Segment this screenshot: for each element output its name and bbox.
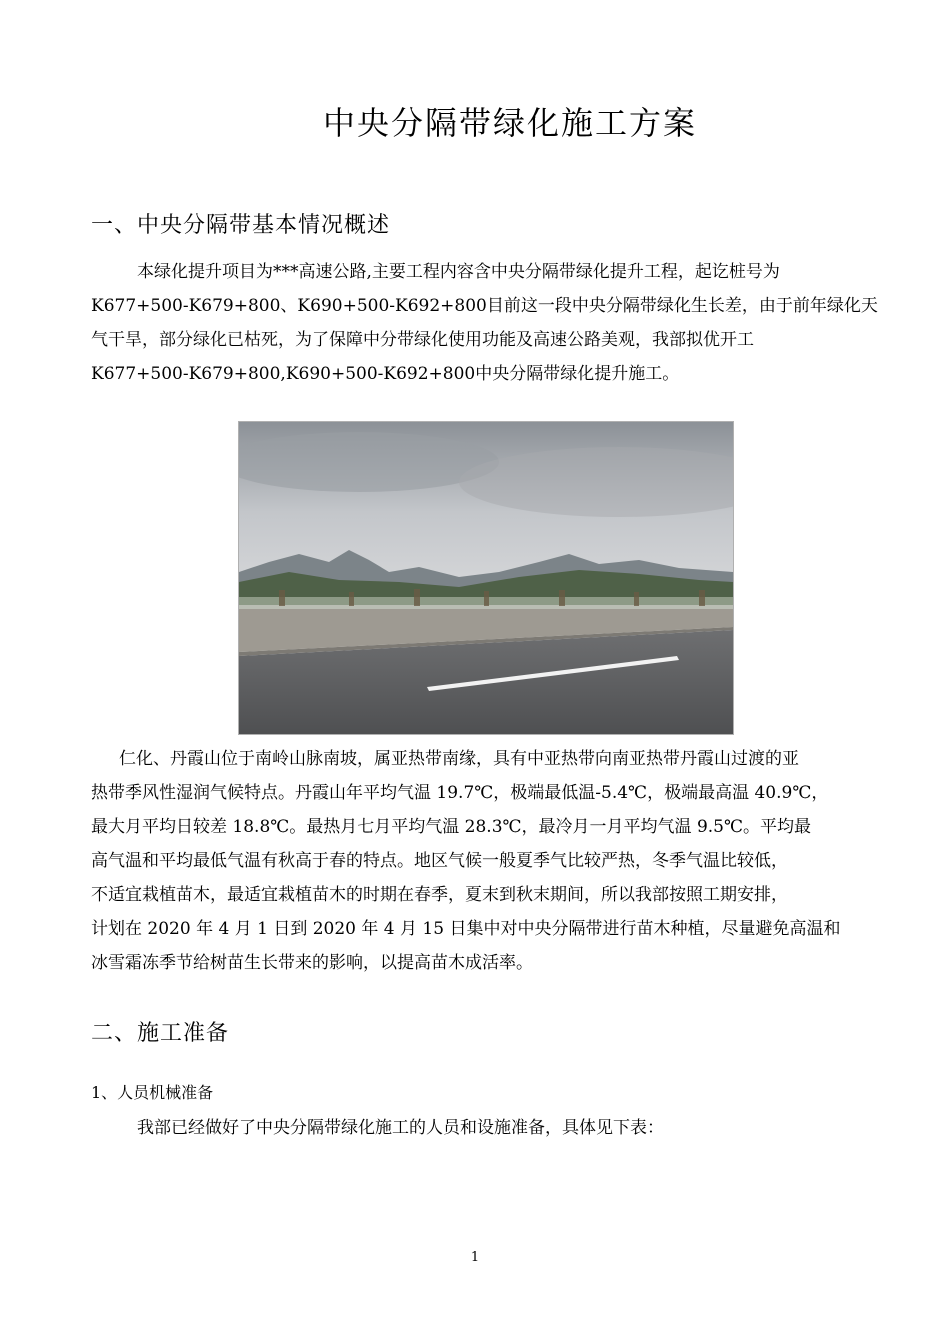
subsection-1-heading: 1、人员机械准备 <box>91 1083 214 1102</box>
text-line: 不适宜栽植苗木，最适宜栽植苗木的时期在春季，夏末到秋末期间，所以我部按照工期安排， <box>91 885 788 905</box>
text-line: 高气温和平均最低气温有秋高于春的特点。地区气候一般夏季气比较严热，冬季气温比较低， <box>91 851 788 871</box>
text-line: 热带季风性湿润气候特点。丹霞山年平均气温 19.7℃，极端最低温-5.4℃，极端最高温 40.9℃， <box>91 783 829 803</box>
section-1-heading: 一、中央分隔带基本情况概述 <box>91 213 391 238</box>
text-line: K677+500-K679+800,K690+500-K692+800中央分隔带绿化提升施工。 <box>91 364 680 384</box>
text-line: 我部已经做好了中央分隔带绿化施工的人员和设施准备，具体见下表： <box>137 1118 664 1138</box>
document-title: 中央分隔带绿化施工方案 <box>322 104 697 142</box>
text-line: K677+500-K679+800、K690+500-K692+800目前这一段中央分隔带绿化生长差，由于前年绿化天 <box>91 296 878 316</box>
highway-median-photo <box>238 421 734 735</box>
text-line: 最大月平均日较差 18.8℃。最热月七月平均气温 28.3℃，最冷月一月平均气温 9.5℃。平均最 <box>91 817 811 837</box>
section-2-heading: 二、施工准备 <box>91 1021 230 1046</box>
text-line: 计划在 2020 年 4 月 1 日到 2020 年 4 月 15 日集中对中央分隔带进行苗木种植，尽量避免高温和 <box>91 919 841 939</box>
page-number: 1 <box>470 1250 480 1265</box>
subsection-1-paragraph <box>91 1111 889 1145</box>
section-1-paragraph-1 <box>91 255 889 391</box>
photo-illustration <box>239 422 733 734</box>
text-line: 仁化、丹霞山位于南岭山脉南坡，属亚热带南缘，具有中亚热带向南亚热带丹霞山过渡的亚 <box>119 749 799 769</box>
text-line: 冰雪霜冻季节给树苗生长带来的影响，以提高苗木成活率。 <box>91 953 533 973</box>
text-line: 本绿化提升项目为***高速公路,主要工程内容含中央分隔带绿化提升工程，起讫桩号为 <box>137 262 780 282</box>
text-line: 气干旱，部分绿化已枯死，为了保障中分带绿化使用功能及高速公路美观，我部拟优开工 <box>91 330 754 350</box>
section-1-paragraph-2 <box>91 742 889 980</box>
